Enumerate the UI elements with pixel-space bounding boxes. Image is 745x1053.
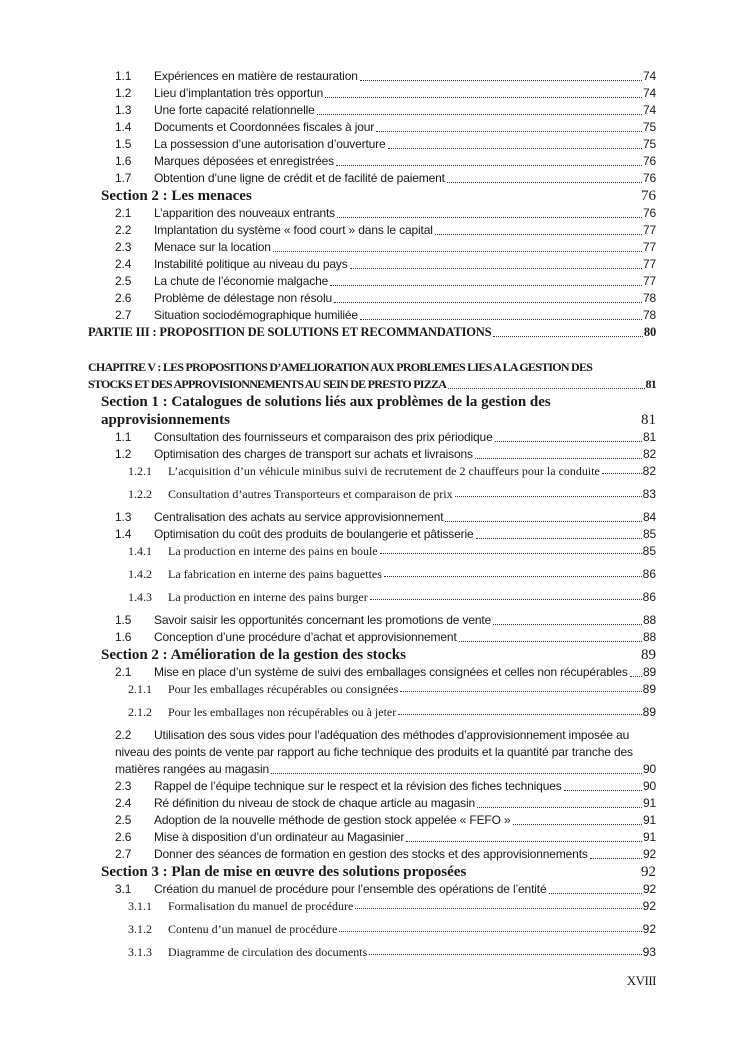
entry-title: Contenu d’un manuel de procédure bbox=[168, 922, 338, 936]
entry-number: 3.1 bbox=[115, 882, 132, 896]
entry-title: Pour les emballages récupérables ou consignées bbox=[168, 682, 399, 696]
dot-leader bbox=[400, 691, 641, 692]
entry-page: 74 bbox=[642, 86, 656, 100]
dot-leader bbox=[513, 824, 642, 825]
entry-line bbox=[101, 393, 656, 411]
entry-title: Mise en place d’un système de suivi des emballages consignées et celles non récupérables bbox=[154, 665, 628, 679]
entry-page: 86 bbox=[642, 590, 656, 604]
part-title: PARTIE III : PROPOSITION DE SOLUTIONS ET RECOMMANDATIONS bbox=[88, 325, 492, 339]
toc-entry[interactable] bbox=[88, 778, 656, 795]
entry-title: Instabilité politique au niveau du pays bbox=[154, 257, 348, 271]
entry-title: Formalisation du manuel de procédure bbox=[168, 899, 354, 913]
entry-page: 82 bbox=[642, 464, 656, 478]
dot-leader bbox=[388, 148, 642, 149]
dot-leader bbox=[273, 251, 642, 252]
dot-leader bbox=[475, 458, 642, 459]
entry-page: 77 bbox=[642, 274, 656, 288]
entry-page: 82 bbox=[642, 447, 656, 461]
entry-title: Une forte capacité relationnelle bbox=[154, 103, 315, 117]
entry-title: Pour les emballages non récupérables ou à jeter bbox=[168, 705, 397, 719]
entry-title: Optimisation du coût des produits de boulangerie et pâtisserie bbox=[154, 527, 474, 541]
entry-title: Optimisation des charges de transport sur achats et livraisons bbox=[154, 447, 473, 461]
entry-number: 1.6 bbox=[115, 154, 132, 168]
toc-section[interactable] bbox=[88, 187, 656, 205]
entry-number: 2.4 bbox=[115, 796, 132, 810]
dot-leader bbox=[339, 931, 641, 932]
entry-page: 89 bbox=[642, 682, 656, 696]
entry-title: Problème de délestage non résolu bbox=[154, 291, 332, 305]
entry-page: 75 bbox=[642, 120, 656, 134]
entry-page: 91 bbox=[642, 830, 656, 844]
dot-leader bbox=[477, 807, 642, 808]
entry-title: L’acquisition d’un véhicule minibus suivi de recrutement de 2 chauffeurs pour la conduite bbox=[168, 464, 600, 478]
dot-leader bbox=[380, 553, 642, 554]
entry-title-line: STOCKS ET DES APPROVISIONNEMENTS AU SEIN DE PRESTO PIZZA bbox=[88, 377, 447, 391]
toc-entry[interactable] bbox=[88, 921, 656, 944]
toc-entry[interactable] bbox=[88, 119, 656, 136]
toc-entry[interactable] bbox=[88, 629, 656, 646]
toc-entry[interactable] bbox=[88, 727, 656, 778]
toc-entry[interactable] bbox=[88, 429, 656, 446]
entry-number: 1.3 bbox=[115, 103, 132, 117]
entry-title: Rappel de l’équipe technique sur le respect et la révision des fiches techniques bbox=[154, 779, 562, 793]
entry-title: Conception d’une procédure d’achat et approvisionnement bbox=[154, 630, 457, 644]
entry-number: 1.2 bbox=[115, 86, 132, 100]
section-page: 92 bbox=[641, 864, 656, 880]
entry-page: 88 bbox=[642, 630, 656, 644]
toc-section[interactable] bbox=[88, 393, 656, 429]
entry-number: 2.7 bbox=[115, 847, 132, 861]
dot-leader bbox=[493, 336, 643, 337]
entry-page: 92 bbox=[642, 882, 656, 896]
entry-title: Marques déposées et enregistrées bbox=[154, 154, 334, 168]
entry-page: 81 bbox=[642, 430, 656, 444]
entry-title: Création du manuel de procédure pour l’ensemble des opérations de l’entité bbox=[154, 882, 547, 896]
entry-number: 2.2 bbox=[115, 728, 132, 742]
entry-number: 2.6 bbox=[115, 291, 132, 305]
entry-page: 81 bbox=[645, 377, 656, 391]
entry-line bbox=[88, 359, 656, 376]
dot-leader bbox=[336, 165, 642, 166]
toc-entry[interactable] bbox=[88, 446, 656, 463]
entry-number: 1.2.1 bbox=[128, 464, 152, 478]
entry-title-line: Utilisation des sous vides pour l’adéquation des méthodes d’approvisionnement imposée au bbox=[154, 728, 630, 742]
dot-leader bbox=[317, 114, 642, 115]
dot-leader bbox=[549, 893, 642, 894]
entry-line bbox=[88, 376, 656, 393]
entry-title: La possession d’une autorisation d’ouverture bbox=[154, 137, 386, 151]
toc-entry[interactable] bbox=[88, 664, 656, 681]
entry-number: 1.4.1 bbox=[128, 544, 152, 558]
dot-leader bbox=[369, 954, 641, 955]
entry-title: La production en interne des pains burger bbox=[168, 590, 368, 604]
dot-leader bbox=[330, 285, 642, 286]
dot-leader bbox=[360, 319, 642, 320]
entry-title: Consultation des fournisseurs et comparaison des prix périodique bbox=[154, 430, 493, 444]
toc-entry[interactable] bbox=[88, 486, 656, 509]
entry-page: 83 bbox=[642, 487, 656, 501]
toc-entry[interactable] bbox=[88, 829, 656, 846]
page-number: XVIII bbox=[626, 973, 656, 988]
entry-number: 2.1 bbox=[115, 206, 132, 220]
entry-title: Situation sociodémographique humiliée bbox=[154, 308, 358, 322]
dot-leader bbox=[630, 676, 642, 677]
entry-page: 77 bbox=[642, 257, 656, 271]
toc-entry[interactable] bbox=[88, 222, 656, 239]
toc-part[interactable] bbox=[88, 324, 656, 341]
entry-page: 90 bbox=[642, 762, 656, 776]
dot-leader bbox=[337, 217, 642, 218]
entry-page: 85 bbox=[642, 544, 656, 558]
dot-leader bbox=[350, 268, 642, 269]
entry-number: 1.4.2 bbox=[128, 567, 152, 581]
toc-entry[interactable] bbox=[88, 795, 656, 812]
entry-number: 1.3 bbox=[115, 510, 132, 524]
entry-title: La chute de l’économie malgache bbox=[154, 274, 329, 288]
entry-number: 2.1 bbox=[115, 665, 132, 679]
toc-entry[interactable] bbox=[88, 68, 656, 85]
dot-leader bbox=[447, 182, 642, 183]
dot-leader bbox=[476, 538, 642, 539]
entry-page: 84 bbox=[642, 510, 656, 524]
entry-number: 2.2 bbox=[115, 223, 132, 237]
dot-leader bbox=[360, 80, 642, 81]
entry-page: 92 bbox=[642, 899, 656, 913]
entry-number: 1.6 bbox=[115, 630, 132, 644]
toc-entry[interactable] bbox=[88, 944, 656, 967]
entry-title-line: Section 1 : Catalogues de solutions liés aux problèmes de la gestion des bbox=[101, 394, 551, 410]
entry-number: 3.1.1 bbox=[128, 899, 152, 913]
dot-leader bbox=[271, 773, 642, 774]
entry-title: Implantation du système « food court » dans le capital bbox=[154, 223, 433, 237]
section-page: 76 bbox=[641, 188, 656, 204]
dot-leader bbox=[445, 521, 642, 522]
entry-page: 76 bbox=[642, 154, 656, 168]
toc-entry[interactable] bbox=[88, 102, 656, 119]
dot-leader bbox=[398, 714, 641, 715]
entry-number: 2.5 bbox=[115, 274, 132, 288]
entry-page: 88 bbox=[642, 613, 656, 627]
entry-number: 2.1.2 bbox=[128, 705, 152, 719]
entry-page: 85 bbox=[642, 527, 656, 541]
entry-page: 74 bbox=[642, 69, 656, 83]
entry-page: 92 bbox=[642, 847, 656, 861]
entry-title: Diagramme de circulation des documents bbox=[168, 945, 368, 959]
dot-leader bbox=[435, 234, 642, 235]
entry-title: La fabrication en interne des pains baguettes bbox=[168, 567, 382, 581]
entry-title: Obtention d’une ligne de crédit et de facilité de paiement bbox=[154, 171, 445, 185]
entry-title: La production en interne des pains en boule bbox=[168, 544, 378, 558]
entry-number: 2.3 bbox=[115, 779, 132, 793]
toc-entry[interactable] bbox=[88, 85, 656, 102]
toc-section[interactable] bbox=[88, 646, 656, 664]
entry-number: 1.7 bbox=[115, 171, 132, 185]
entry-title: Consultation d’autres Transporteurs et comparaison de prix bbox=[168, 487, 453, 501]
entry-title-line: CHAPITRE V : LES PROPOSITIONS D’AMELIORATION AUX PROBLEMES LIES A LA GESTION DES bbox=[88, 360, 593, 374]
entry-page: 89 bbox=[642, 665, 656, 679]
dot-leader bbox=[370, 599, 642, 600]
entry-number: 1.4 bbox=[115, 120, 132, 134]
entry-title: Donner des séances de formation en gestion des stocks et des approvisionnements bbox=[154, 847, 588, 861]
entry-line bbox=[115, 761, 656, 778]
toc-entry[interactable] bbox=[88, 612, 656, 629]
dot-leader bbox=[334, 302, 642, 303]
entry-title: Ré définition du niveau de stock de chaque article au magasin bbox=[154, 796, 476, 810]
section-title: Section 2 : Amélioration de la gestion des stocks bbox=[101, 647, 406, 663]
toc-entry[interactable] bbox=[88, 463, 656, 486]
dot-leader bbox=[590, 858, 642, 859]
dot-leader bbox=[406, 841, 642, 842]
entry-page: 93 bbox=[642, 945, 656, 959]
entry-page: 75 bbox=[642, 137, 656, 151]
entry-number: 1.4.3 bbox=[128, 590, 152, 604]
dot-leader bbox=[495, 441, 642, 442]
entry-line bbox=[115, 727, 656, 744]
entry-number: 3.1.3 bbox=[128, 945, 152, 959]
entry-line bbox=[115, 744, 656, 761]
entry-title-line: approvisionnements bbox=[101, 412, 230, 428]
toc-entry[interactable] bbox=[88, 566, 656, 589]
dot-leader bbox=[493, 624, 642, 625]
dot-leader bbox=[455, 496, 642, 497]
toc-entry[interactable] bbox=[88, 273, 656, 290]
section-title: Section 2 : Les menaces bbox=[101, 188, 252, 204]
dot-leader bbox=[384, 576, 642, 577]
entry-number: 2.4 bbox=[115, 257, 132, 271]
entry-page: 76 bbox=[642, 206, 656, 220]
toc-entry[interactable] bbox=[88, 846, 656, 863]
entry-title: Menace sur la location bbox=[154, 240, 271, 254]
toc-entry[interactable] bbox=[88, 526, 656, 543]
toc-entry[interactable] bbox=[88, 812, 656, 829]
toc-entry[interactable] bbox=[88, 170, 656, 187]
entry-page: 77 bbox=[642, 240, 656, 254]
entry-number: 1.5 bbox=[115, 613, 132, 627]
entry-page: 76 bbox=[642, 171, 656, 185]
section-page: 89 bbox=[641, 647, 656, 663]
toc-entry[interactable] bbox=[88, 290, 656, 307]
entry-page: 92 bbox=[642, 922, 656, 936]
section-title: Section 3 : Plan de mise en œuvre des solutions proposées bbox=[101, 864, 467, 880]
entry-line bbox=[101, 411, 656, 429]
toc-entry[interactable] bbox=[88, 509, 656, 526]
dot-leader bbox=[376, 131, 642, 132]
entry-title: L’apparition des nouveaux entrants bbox=[154, 206, 336, 220]
dot-leader bbox=[602, 473, 642, 474]
toc-section[interactable] bbox=[88, 863, 656, 881]
entry-number: 2.6 bbox=[115, 830, 132, 844]
entry-number: 1.4 bbox=[115, 527, 132, 541]
toc-entry[interactable] bbox=[88, 589, 656, 612]
entry-page: 78 bbox=[642, 291, 656, 305]
toc-entry[interactable] bbox=[88, 898, 656, 921]
toc-entry[interactable] bbox=[88, 136, 656, 153]
entry-number: 3.1.2 bbox=[128, 922, 152, 936]
entry-title: Documents et Coordonnées fiscales à jour bbox=[154, 120, 375, 134]
dot-leader bbox=[459, 641, 642, 642]
toc-entry[interactable] bbox=[88, 205, 656, 222]
part-page: 80 bbox=[643, 325, 656, 339]
entry-number: 1.1 bbox=[115, 69, 132, 83]
entry-number: 1.1 bbox=[115, 430, 132, 444]
toc-entry[interactable] bbox=[88, 153, 656, 170]
entry-page: 78 bbox=[642, 308, 656, 322]
entry-number: 2.7 bbox=[115, 308, 132, 322]
toc-entry[interactable] bbox=[88, 239, 656, 256]
entry-number: 1.2 bbox=[115, 447, 132, 461]
entry-number: 2.1.1 bbox=[128, 682, 152, 696]
entry-number: 2.3 bbox=[115, 240, 132, 254]
table-of-contents bbox=[88, 68, 656, 967]
dot-leader bbox=[355, 908, 641, 909]
entry-title: Centralisation des achats au service approvisionnement bbox=[154, 510, 444, 524]
entry-title-line: niveau des points de vente par rapport au fiche technique des produits et la quantité par tranche des bbox=[115, 745, 633, 759]
entry-title: Mise à disposition d’un ordinateur au Magasinier bbox=[154, 830, 405, 844]
entry-title: Savoir saisir les opportunités concernant les promotions de vente bbox=[154, 613, 492, 627]
dot-leader bbox=[325, 97, 642, 98]
entry-number: 1.2.2 bbox=[128, 487, 152, 501]
toc-chapter[interactable] bbox=[88, 359, 656, 393]
toc-entry[interactable] bbox=[88, 881, 656, 898]
entry-page: 90 bbox=[642, 779, 656, 793]
entry-title: Lieu d’implantation très opportun bbox=[154, 86, 324, 100]
entry-number: 2.5 bbox=[115, 813, 132, 827]
entry-title: Adoption de la nouvelle méthode de gestion stock appelée « FEFO » bbox=[154, 813, 511, 827]
entry-number: 1.5 bbox=[115, 137, 132, 151]
toc-entry[interactable] bbox=[88, 543, 656, 566]
dot-leader bbox=[448, 388, 644, 389]
entry-page: 89 bbox=[642, 705, 656, 719]
toc-entry[interactable] bbox=[88, 307, 656, 324]
toc-entry[interactable] bbox=[88, 704, 656, 727]
entry-title-line: matières rangées au magasin bbox=[115, 762, 270, 776]
entry-page: 81 bbox=[641, 412, 656, 428]
entry-page: 74 bbox=[642, 103, 656, 117]
toc-entry[interactable] bbox=[88, 256, 656, 273]
dot-leader bbox=[564, 790, 642, 791]
entry-page: 91 bbox=[642, 796, 656, 810]
entry-page: 86 bbox=[642, 567, 656, 581]
entry-page: 77 bbox=[642, 223, 656, 237]
entry-page: 91 bbox=[642, 813, 656, 827]
toc-entry[interactable] bbox=[88, 681, 656, 704]
entry-title: Expériences en matière de restauration bbox=[154, 69, 358, 83]
